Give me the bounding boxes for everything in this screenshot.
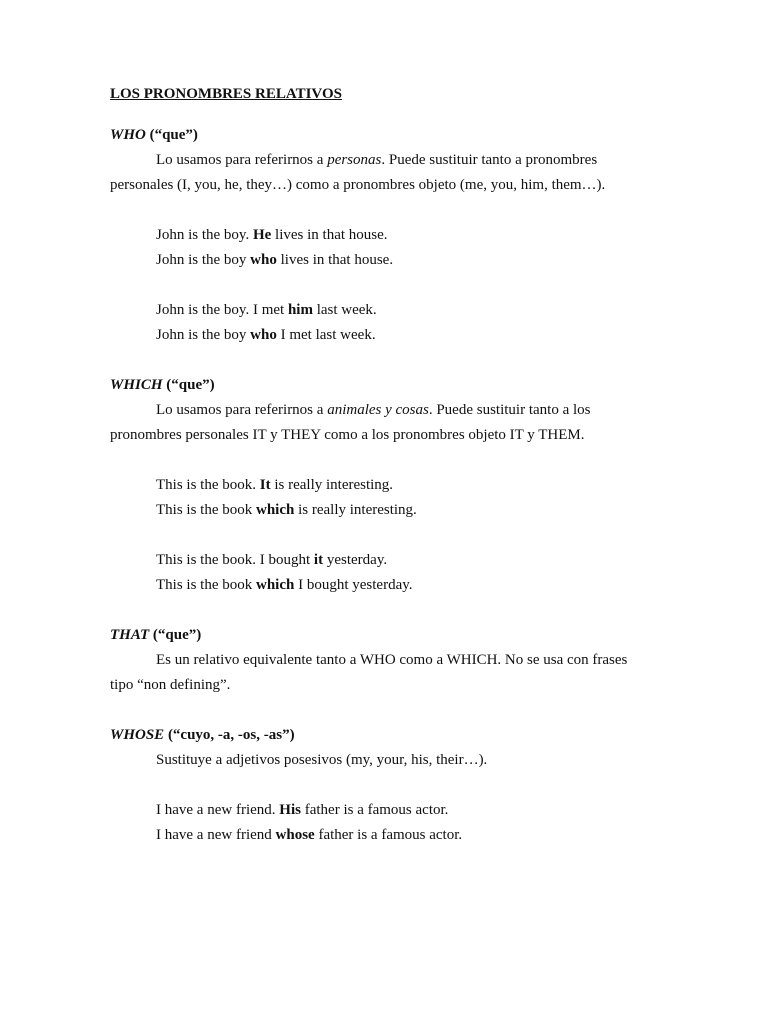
- heading-keyword: THAT: [110, 627, 150, 643]
- examples-block: [156, 798, 650, 848]
- section-paragraph: [110, 148, 650, 198]
- paragraph-text: . Puede sustituir tanto a pronombres personales (I, you, he, they…) como a pronombres objeto (me, you, him, them…).: [110, 152, 606, 193]
- section-heading: [110, 373, 650, 398]
- section-which: [110, 373, 650, 598]
- example-sentence: I have a new friend whose father is a famous actor.: [156, 827, 463, 843]
- example-sentence: John is the boy who lives in that house.: [156, 252, 394, 268]
- section-paragraph: [110, 748, 650, 773]
- paragraph-text: Es un relativo equivalente tanto a WHO como a WHICH. No se usa con frases tipo “non defining”.: [110, 652, 628, 693]
- heading-translation: (“cuyo, -a, -os, -as”): [164, 727, 295, 743]
- example-sentence: John is the boy. He lives in that house.: [156, 227, 388, 243]
- example-pair: [156, 548, 650, 598]
- section-paragraph: [110, 398, 650, 448]
- heading-translation: (“que”): [145, 127, 198, 143]
- paragraph-text: Lo usamos para referirnos a: [156, 152, 328, 168]
- example-pair: [156, 798, 650, 848]
- document-title: LOS PRONOMBRES RELATIVOS: [110, 86, 342, 102]
- heading-translation: (“que”): [162, 377, 215, 393]
- section-whose: [110, 723, 650, 848]
- section-heading: [110, 623, 650, 648]
- section-paragraph: [110, 648, 650, 698]
- section-heading: [110, 123, 650, 148]
- example-pair: [156, 223, 650, 273]
- paragraph-emphasis: animales y cosas: [327, 402, 429, 418]
- examples-block: [156, 473, 650, 598]
- heading-keyword: WHOSE: [110, 727, 165, 743]
- heading-translation: (“que”): [149, 627, 202, 643]
- paragraph-text: . Puede sustituir tanto a los pronombres personales IT y THEY como a los pronombres objeto IT y THEM.: [110, 402, 591, 443]
- document-page: [110, 82, 650, 873]
- example-sentence: This is the book. It is really interesting.: [156, 477, 394, 493]
- section-heading: [110, 723, 650, 748]
- example-sentence: John is the boy who I met last week.: [156, 327, 376, 343]
- example-sentence: This is the book which I bought yesterday.: [156, 577, 413, 593]
- example-sentence: I have a new friend. His father is a famous actor.: [156, 802, 449, 818]
- examples-block: [156, 223, 650, 348]
- example-sentence: This is the book. I bought it yesterday.: [156, 552, 388, 568]
- example-pair: [156, 473, 650, 523]
- section-who: [110, 123, 650, 348]
- example-sentence: John is the boy. I met him last week.: [156, 302, 377, 318]
- paragraph-emphasis: personas: [327, 152, 382, 168]
- paragraph-text: Sustituye a adjetivos posesivos (my, your, his, their…).: [156, 752, 488, 768]
- example-sentence: This is the book which is really interesting.: [156, 502, 417, 518]
- paragraph-text: Lo usamos para referirnos a: [156, 402, 328, 418]
- section-that: [110, 623, 650, 698]
- heading-keyword: WHICH: [110, 377, 163, 393]
- heading-keyword: WHO: [110, 127, 146, 143]
- example-pair: [156, 298, 650, 348]
